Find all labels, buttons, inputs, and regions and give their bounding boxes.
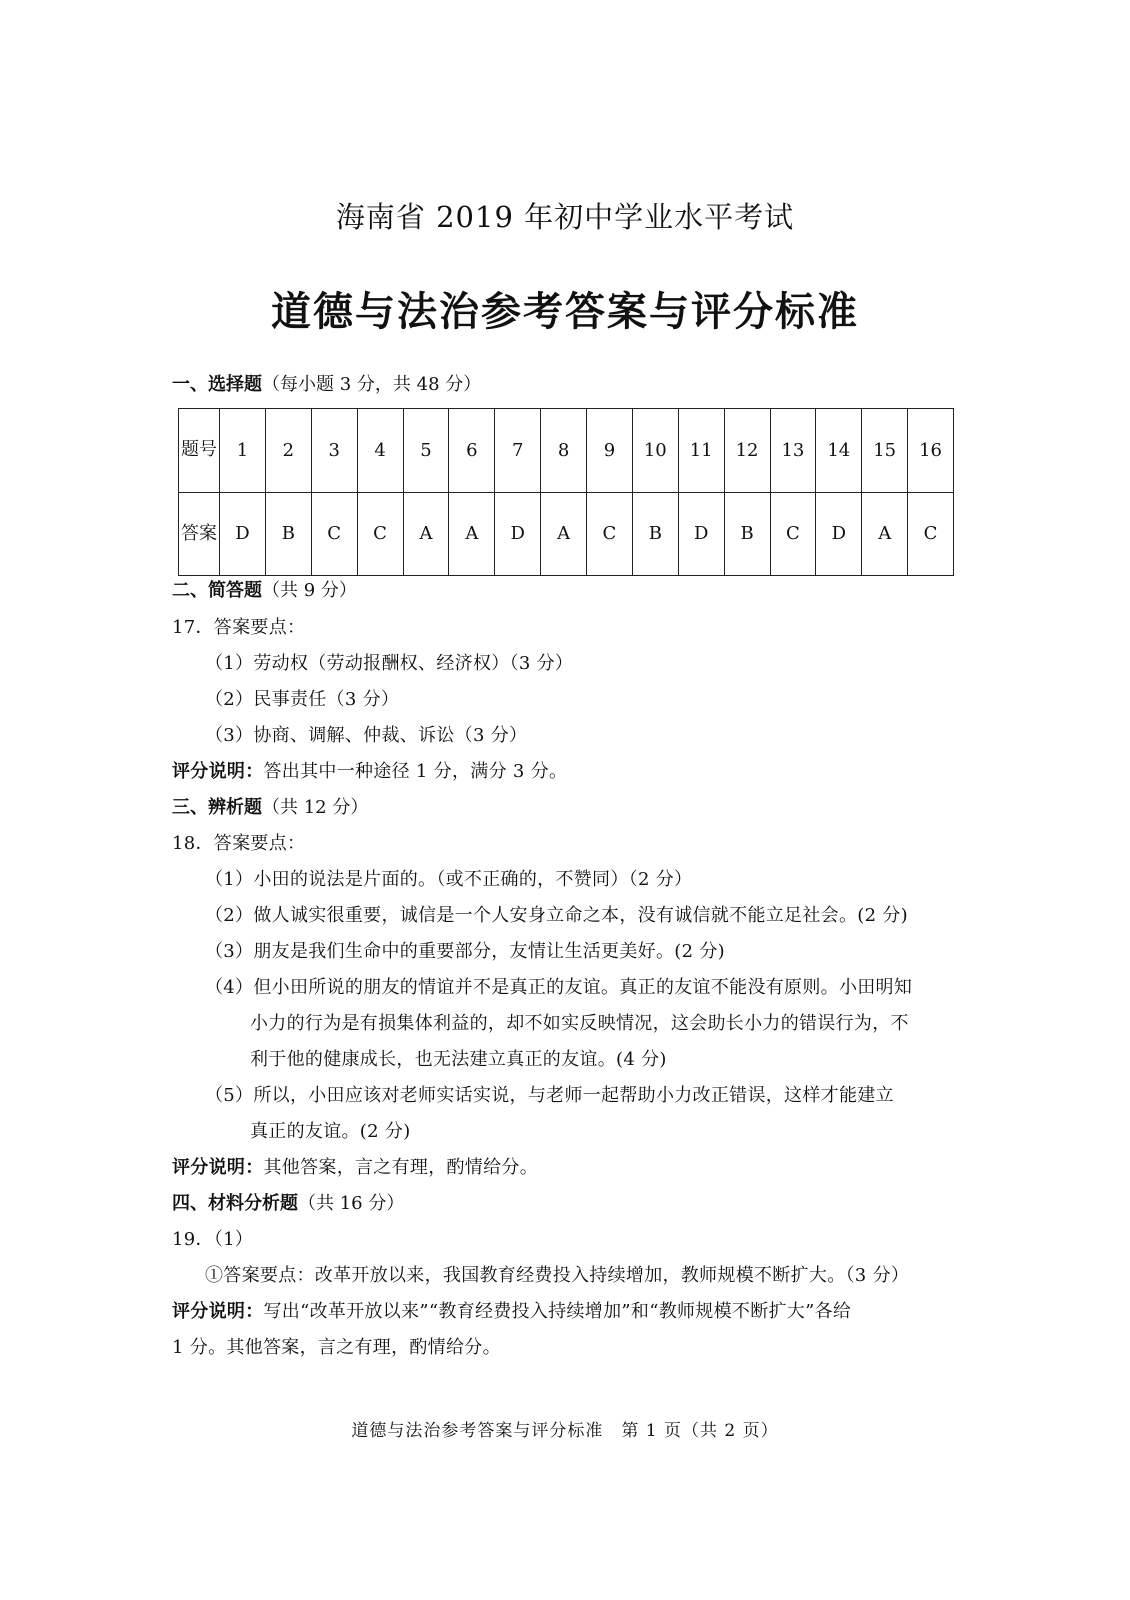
section1-title: 一、选择题 xyxy=(172,374,262,395)
section4-title: 四、材料分析题 xyxy=(172,1193,298,1214)
row-label-answer: 答案 xyxy=(179,492,220,576)
answer-cell: A xyxy=(862,492,908,576)
question-number-cell: 2 xyxy=(265,409,311,493)
q18-point-5-line1: （5）所以，小田应该对老师实话实说，与老师一起帮助小力改正错误，这样才能建立 xyxy=(205,1085,894,1106)
question-number-cell: 16 xyxy=(908,409,954,493)
answer-cell: D xyxy=(220,492,266,576)
question-number-cell: 3 xyxy=(311,409,357,493)
q18-point-3: （3）朋友是我们生命中的重要部分，友情让生活更美好。(2 分) xyxy=(205,941,725,962)
answer-cell: C xyxy=(311,492,357,576)
section4-note: （共 16 分） xyxy=(298,1193,405,1214)
q17-grading xyxy=(172,757,567,783)
q17-label: 17．答案要点： xyxy=(172,617,306,638)
q19-grading-line2: 1 分。其他答案，言之有理，酌情给分。 xyxy=(172,1337,501,1358)
grading-text: 其他答案，言之有理，酌情给分。 xyxy=(263,1157,538,1178)
answer-cell: C xyxy=(770,492,816,576)
q19-label: 19．（1） xyxy=(172,1229,254,1250)
grading-text: 答出其中一种途径 1 分，满分 3 分。 xyxy=(263,761,568,782)
question-number-cell: 12 xyxy=(724,409,770,493)
question-number-cell: 6 xyxy=(449,409,495,493)
question-number-cell: 7 xyxy=(495,409,541,493)
q19-grading-line1 xyxy=(172,1297,851,1323)
q17-point-2: （2）民事责任（3 分） xyxy=(205,689,400,710)
answer-cell: D xyxy=(816,492,862,576)
question-number-cell: 1 xyxy=(220,409,266,493)
section3-note: （共 12 分） xyxy=(262,797,369,818)
section1-heading xyxy=(172,370,481,396)
grading-label: 评分说明： xyxy=(172,1301,264,1322)
grading-text: 写出“改革开放以来”“教育经费投入持续增加”和“教师规模不断扩大”各给 xyxy=(263,1301,852,1322)
section1-note: （每小题 3 分，共 48 分） xyxy=(262,374,482,395)
answer-cell: C xyxy=(908,492,954,576)
answer-cell: D xyxy=(678,492,724,576)
grading-label: 评分说明： xyxy=(172,761,264,782)
q17-point-1: （1）劳动权（劳动报酬权、经济权）（3 分） xyxy=(205,653,574,674)
question-number-cell: 13 xyxy=(770,409,816,493)
question-number-cell: 11 xyxy=(678,409,724,493)
section3-title: 三、辨析题 xyxy=(172,797,262,818)
section2-note: （共 9 分） xyxy=(262,580,357,601)
question-number-cell: 8 xyxy=(541,409,587,493)
q17-point-3: （3）协商、调解、仲裁、诉讼（3 分） xyxy=(205,725,528,746)
answer-cell: B xyxy=(265,492,311,576)
answer-cell: A xyxy=(449,492,495,576)
q18-grading xyxy=(172,1153,538,1179)
q19-point-1: ①答案要点：改革开放以来，我国教育经费投入持续增加，教师规模不断扩大。（3 分） xyxy=(205,1265,910,1286)
section2-heading xyxy=(172,576,357,602)
page-footer: 道德与法治参考答案与评分标准 第 1 页（共 2 页） xyxy=(351,1421,779,1441)
answer-cell: B xyxy=(724,492,770,576)
answer-cell: C xyxy=(357,492,403,576)
section2-title: 二、简答题 xyxy=(172,580,262,601)
q18-point-1: （1）小田的说法是片面的。（或不正确的，不赞同）（2 分） xyxy=(205,869,693,890)
q18-point-5-line2: 真正的友谊。(2 分) xyxy=(250,1121,411,1142)
grading-label: 评分说明： xyxy=(172,1157,264,1178)
q18-point-4-line2: 小力的行为是有损集体利益的，却不如实反映情况，这会助长小力的错误行为，不 xyxy=(250,1013,909,1034)
q18-point-4-line3: 利于他的健康成长，也无法建立真正的友谊。(4 分) xyxy=(250,1049,667,1070)
section4-heading xyxy=(172,1189,404,1215)
question-number-cell: 15 xyxy=(862,409,908,493)
question-number-cell: 9 xyxy=(587,409,633,493)
answer-row xyxy=(179,492,954,576)
answer-table xyxy=(178,408,954,576)
q18-label: 18．答案要点： xyxy=(172,833,306,854)
question-number-cell: 5 xyxy=(403,409,449,493)
answer-cell: C xyxy=(587,492,633,576)
answer-cell: A xyxy=(403,492,449,576)
q18-point-4-line1: （4）但小田所说的朋友的情谊并不是真正的友谊。真正的友谊不能没有原则。小田明知 xyxy=(205,977,913,998)
question-number-cell: 4 xyxy=(357,409,403,493)
exam-title: 海南省 2019 年初中学业水平考试 xyxy=(335,200,795,234)
section3-heading xyxy=(172,793,368,819)
row-label-question: 题号 xyxy=(179,409,220,493)
question-number-row xyxy=(179,409,954,493)
answer-cell: A xyxy=(541,492,587,576)
answer-cell: B xyxy=(632,492,678,576)
answer-cell: D xyxy=(495,492,541,576)
question-number-cell: 14 xyxy=(816,409,862,493)
document-title: 道德与法治参考答案与评分标准 xyxy=(271,288,859,335)
question-number-cell: 10 xyxy=(632,409,678,493)
q18-point-2: （2）做人诚实很重要，诚信是一个人安身立命之本，没有诚信就不能立足社会。(2 分) xyxy=(205,905,908,926)
